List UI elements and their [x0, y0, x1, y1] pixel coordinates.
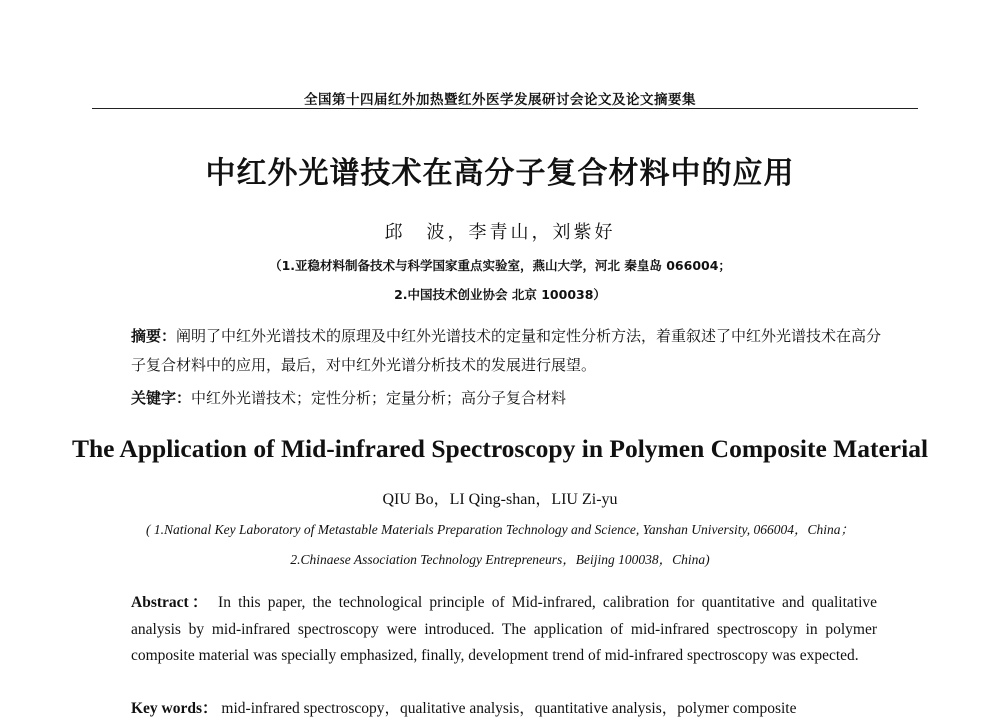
- english-affiliation-2: 2.Chinaese Association Technology Entrepreneurs，Beijing 100038，China): [290, 552, 710, 567]
- english-keywords-label: Key words：: [131, 700, 218, 717]
- chinese-abstract-text: 阐明了中红外光谱技术的原理及中红外光谱技术的定量和定性分析方法，着重叙述了中红外光谱技术在高分子复合材料中的应用，最后，对中红外光谱分析技术的发展进行展望。: [131, 327, 882, 374]
- chinese-authors: 邱 波，李青山，刘紫好: [384, 222, 616, 243]
- chinese-keywords-label: 关键字：: [131, 389, 192, 407]
- english-title: The Application of Mid-infrared Spectroscopy in Polymen Composite Material: [71, 434, 929, 463]
- english-affiliation-1: ( 1.National Key Laboratory of Metastable Materials Preparation Technology and Science, Yanshan University, 066004，China；: [146, 522, 854, 537]
- header-rule: [92, 108, 918, 109]
- english-abstract-label: Abstract：: [131, 594, 211, 611]
- english-abstract-text: In this paper, the technological principle of Mid-infrared, calibration for quantitative and qualitative analysis by mid-infrared spectroscopy were introduced. The application of mid-infrared spectroscopy in polymer composite material was specially emphasized, finally, development trend of mid-infrared spectroscopy was expected.: [131, 594, 878, 664]
- english-keywords-text: mid-infrared spectroscopy，qualitative analysis，quantitative analysis，polymer composite: [221, 700, 797, 717]
- chinese-keywords: [131, 384, 891, 413]
- english-abstract: [131, 590, 877, 670]
- english-keywords: [131, 696, 877, 723]
- running-header: 全国第十四届红外加热暨红外医学发展研讨会论文及论文摘要集: [260, 88, 740, 108]
- chinese-abstract-label: 摘要：: [131, 327, 177, 345]
- chinese-affiliation-2: 2.中国技术创业协会 北京 100038）: [394, 287, 606, 302]
- chinese-keywords-text: 中红外光谱技术；定性分析；定量分析；高分子复合材料: [191, 389, 567, 407]
- chinese-title: 中红外光谱技术在高分子复合材料中的应用: [205, 156, 795, 191]
- chinese-abstract: [131, 322, 891, 380]
- chinese-affiliation-1: （1.亚稳材料制备技术与科学国家重点实验室，燕山大学，河北 秦皇岛 066004；: [269, 258, 731, 273]
- english-authors: QIU Bo，LI Qing-shan，LIU Zi-yu: [382, 491, 618, 508]
